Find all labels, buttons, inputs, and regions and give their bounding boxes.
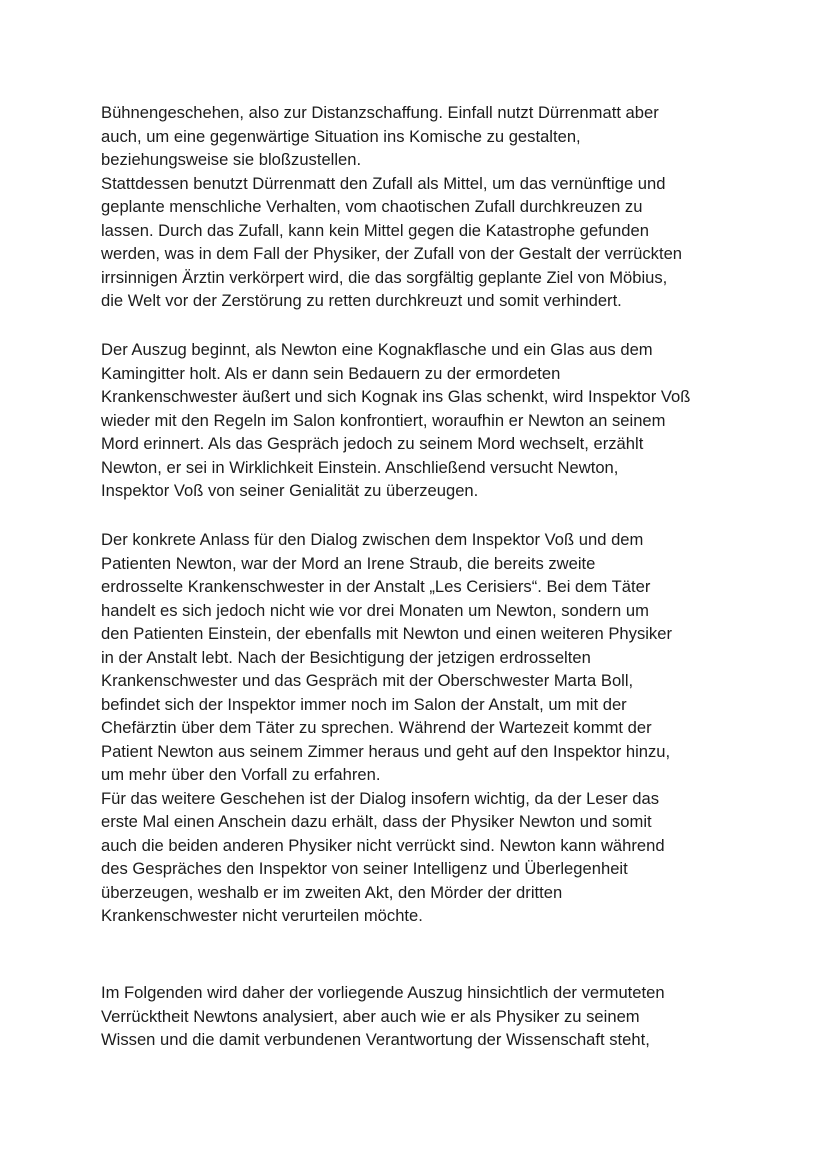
text-line: Chefärztin über dem Täter zu sprechen. Während der Wartezeit kommt der — [101, 718, 652, 737]
text-line: Mord erinnert. Als das Gespräch jedoch zu seinem Mord wechselt, erzählt — [101, 434, 644, 453]
paragraph-auszug — [101, 338, 741, 503]
text-line: erdrosselte Krankenschwester in der Anstalt „Les Cerisiers“. Bei dem Täter — [101, 577, 651, 596]
text-line: erste Mal einen Anschein dazu erhält, dass der Physiker Newton und somit — [101, 812, 652, 831]
text-line: Wissen und die damit verbundenen Verantwortung der Wissenschaft steht, — [101, 1030, 650, 1049]
text-line: wieder mit den Regeln im Salon konfrontiert, woraufhin er Newton an seinem — [101, 410, 666, 430]
paragraph-anlass — [101, 528, 741, 787]
text-line: Der Auszug beginnt, als Newton eine Kognakflasche und ein Glas aus dem — [101, 340, 653, 359]
text-line: Krankenschwester und das Gespräch mit der Oberschwester Marta Boll, — [101, 671, 634, 690]
text-line: um mehr über den Vorfall zu erfahren. — [101, 765, 381, 784]
text-line: Kamingitter holt. Als er dann sein Bedauern zu der ermordeten — [101, 363, 561, 383]
paragraph-zufall — [101, 172, 741, 313]
text-line: Newton, er sei in Wirklichkeit Einstein. Anschließend versucht Newton, — [101, 457, 619, 477]
text-line: den Patienten Einstein, der ebenfalls mit Newton und einen weiteren Physiker — [101, 624, 672, 643]
text-line: Im Folgenden wird daher der vorliegende Auszug hinsichtlich der vermuteten — [101, 983, 665, 1002]
text-line: Patienten Newton, war der Mord an Irene Straub, die bereits zweite — [101, 553, 596, 573]
text-line: die Welt vor der Zerstörung zu retten durchkreuzt und somit verhindert. — [101, 291, 622, 310]
text-line: Für das weitere Geschehen ist der Dialog insofern wichtig, da der Leser das — [101, 788, 660, 808]
paragraph-distanzschaffung — [101, 101, 741, 172]
text-line: beziehungsweise sie bloßzustellen. — [101, 150, 362, 169]
text-line: auch, um eine gegenwärtige Situation ins Komische zu gestalten, — [101, 126, 581, 146]
text-line: handelt es sich jedoch nicht wie vor drei Monaten um Newton, sondern um — [101, 600, 649, 620]
text-line: in der Anstalt lebt. Nach der Besichtigung der jetzigen erdrosselten — [101, 647, 591, 667]
text-block-4 — [101, 981, 741, 1052]
text-line: Der konkrete Anlass für den Dialog zwischen dem Inspektor Voß und dem — [101, 530, 644, 549]
paragraph-folgenden — [101, 981, 741, 1052]
text-line: irrsinnigen Ärztin verkörpert wird, die das sorgfältig geplante Ziel von Möbius, — [101, 267, 668, 287]
text-line: Krankenschwester nicht verurteilen möchte. — [101, 906, 423, 925]
text-line: Verrücktheit Newtons analysiert, aber auch wie er als Physiker zu seinem — [101, 1006, 640, 1026]
text-line: geplante menschliche Verhalten, vom chaotischen Zufall durchkreuzen zu — [101, 197, 643, 216]
text-block-1 — [101, 101, 741, 313]
text-line: Bühnengeschehen, also zur Distanzschaffung. Einfall nutzt Dürrenmatt aber — [101, 103, 659, 122]
text-line: Stattdessen benutzt Dürrenmatt den Zufall als Mittel, um das vernünftige und — [101, 173, 666, 193]
text-block-2 — [101, 338, 741, 503]
text-line: befindet sich der Inspektor immer noch im Salon der Anstalt, um mit der — [101, 694, 627, 714]
text-line: lassen. Durch das Zufall, kann kein Mittel gegen die Katastrophe gefunden — [101, 220, 649, 240]
paragraph-geschehen — [101, 787, 741, 928]
text-line: des Gespräches den Inspektor von seiner Intelligenz und Überlegenheit — [101, 859, 628, 878]
text-line: überzeugen, weshalb er im zweiten Akt, den Mörder der dritten — [101, 882, 563, 902]
text-line: Patient Newton aus seinem Zimmer heraus und geht auf den Inspektor hinzu, — [101, 741, 671, 761]
text-block-3 — [101, 528, 741, 928]
text-line: werden, was in dem Fall der Physiker, der Zufall von der Gestalt der verrückten — [101, 244, 683, 263]
text-line: Krankenschwester äußert und sich Kognak ins Glas schenkt, wird Inspektor Voß — [101, 387, 691, 406]
text-line: Inspektor Voß von seiner Genialität zu überzeugen. — [101, 481, 479, 500]
text-line: auch die beiden anderen Physiker nicht verrückt sind. Newton kann während — [101, 835, 665, 855]
